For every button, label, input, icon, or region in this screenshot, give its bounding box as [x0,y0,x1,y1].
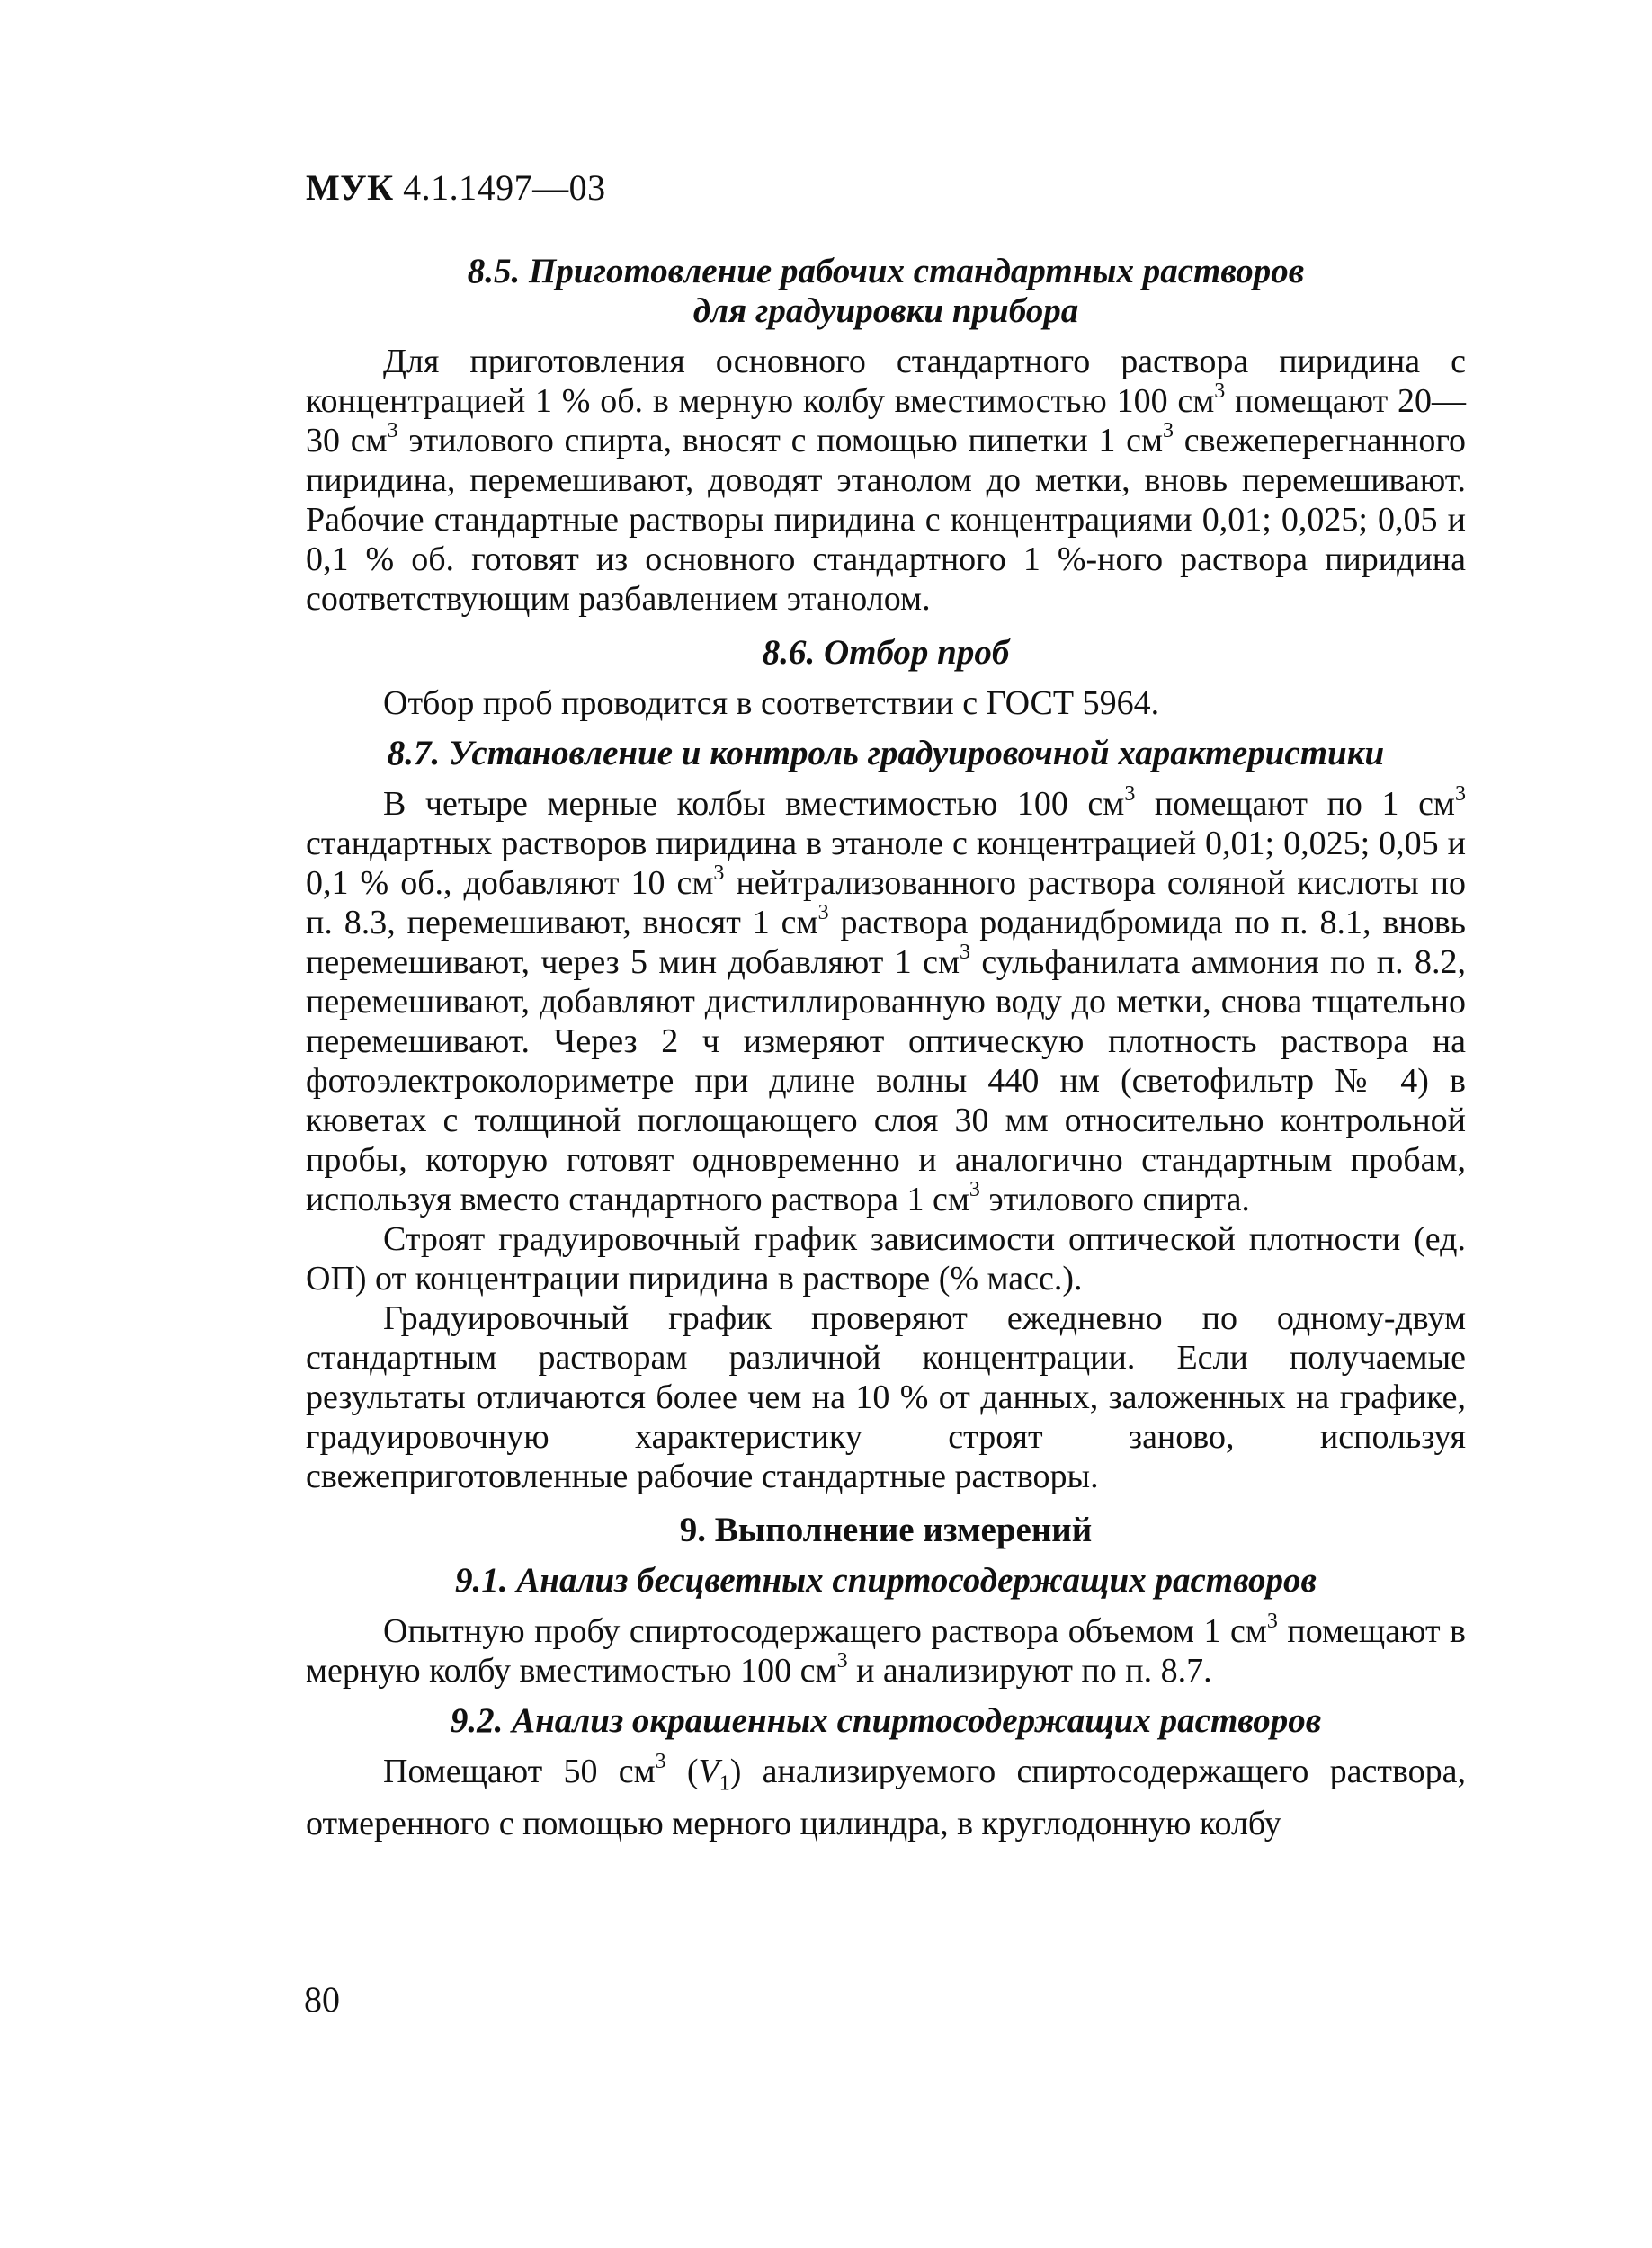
section-8-6-paragraph: Отбор проб проводится в соответствии с ГОСТ 5964. [383,684,1160,722]
section-8-7-paragraph-2: Строят градуировочный график зависимости оптической плотности (ед. ОП) от концентрации пиридина в растворе (% масс.). [306,1220,1466,1298]
section-9-title: 9. Выполнение измерений [679,1511,1093,1549]
document-body [306,252,1466,1843]
section-9-1-title: 9.1. Анализ бесцветных спиртосодержащих растворов [455,1561,1317,1600]
section-9-2-title: 9.2. Анализ окрашенных спиртосодержащих растворов [450,1701,1322,1740]
section-9-2-paragraph: Помещают 50 $см^3$ $(V_1)$ анализируемого спиртосодержащего раствора, отмеренного с помощью мерного цилиндра, в круглодонную колбу [306,1750,1467,1842]
header-code: МУК [306,167,394,208]
page-number: 80 [304,1979,340,2020]
section-8-5-title: 8.5. Приготовление рабочих стандартных растворов для градуировки прибора [467,252,1305,330]
section-8-5-paragraph: Для приготовления основного стандартного раствора пиридина с концентрацией 1 % об. в мерную колбу вместимостью 100 $см^3$ помещают 20—30 $см^3$ этилового спирта, вносят с помощью пипетки 1 $см^3$ свежеперегнанного пиридина, перемешивают, доводят этанолом до метки, вновь перемешивают. Рабочие стандартные растворы пиридина с концентрациями 0,01; 0,025; 0,05 и 0,1 % об. готовят из основного стандартного 1 %-ного раствора пиридина соответствующим разбавлением этанолом. [306,343,1466,618]
document-header [306,166,606,209]
section-9-1-paragraph: Опытную пробу спиртосодержащего раствора объемом 1 $см^3$ помещают в мерную колбу вместимостью 100 $см^3$ и анализируют по п. 8.7. [306,1610,1466,1690]
section-8-7-paragraph-1: В четыре мерные колбы вместимостью 100 $см^3$ помещают по 1 $см^3$ стандартных растворов пиридина в этаноле с концентрацией 0,01; 0,025; 0,05 и 0,1 % об., добавляют 10 $см^3$ нейтрализованного раствора соляной кислоты по п. 8.3, перемешивают, вносят 1 $см^3$ раствора роданидбромида по п. 8.1, вновь перемешивают, через 5 мин добавляют 1 $см^3$ сульфанилата аммония по п. 8.2, перемешивают, добавляют дистиллированную воду до метки, снова тщательно перемешивают. Через 2 ч измеряют оптическую плотность раствора на фотоэлектроколориметре при длине волны 440 нм (светофильтр № 4) в кюветах с толщиной поглощающего слоя 30 мм относительно контрольной пробы, которую готовят одновременно и аналогично стандартным пробам, используя вместо стандартного раствора 1 $см^3$ этилового спирта. [306,782,1467,1218]
header-number: 4.1.1497—03 [403,167,606,208]
section-8-7-paragraph-3: Градуировочный график проверяют ежедневно по одному-двум стандартным растворам различной концентрации. Если получаемые результаты отличаются более чем на 10 % от данных, заложенных на графике, градуировочную характеристику строят заново, используя свежеприготовленные рабочие стандартные растворы. [306,1299,1466,1495]
section-8-7-title: 8.7. Установление и контроль градуировочной характеристики [387,734,1385,772]
section-8-6-title: 8.6. Отбор проб [762,633,1010,672]
